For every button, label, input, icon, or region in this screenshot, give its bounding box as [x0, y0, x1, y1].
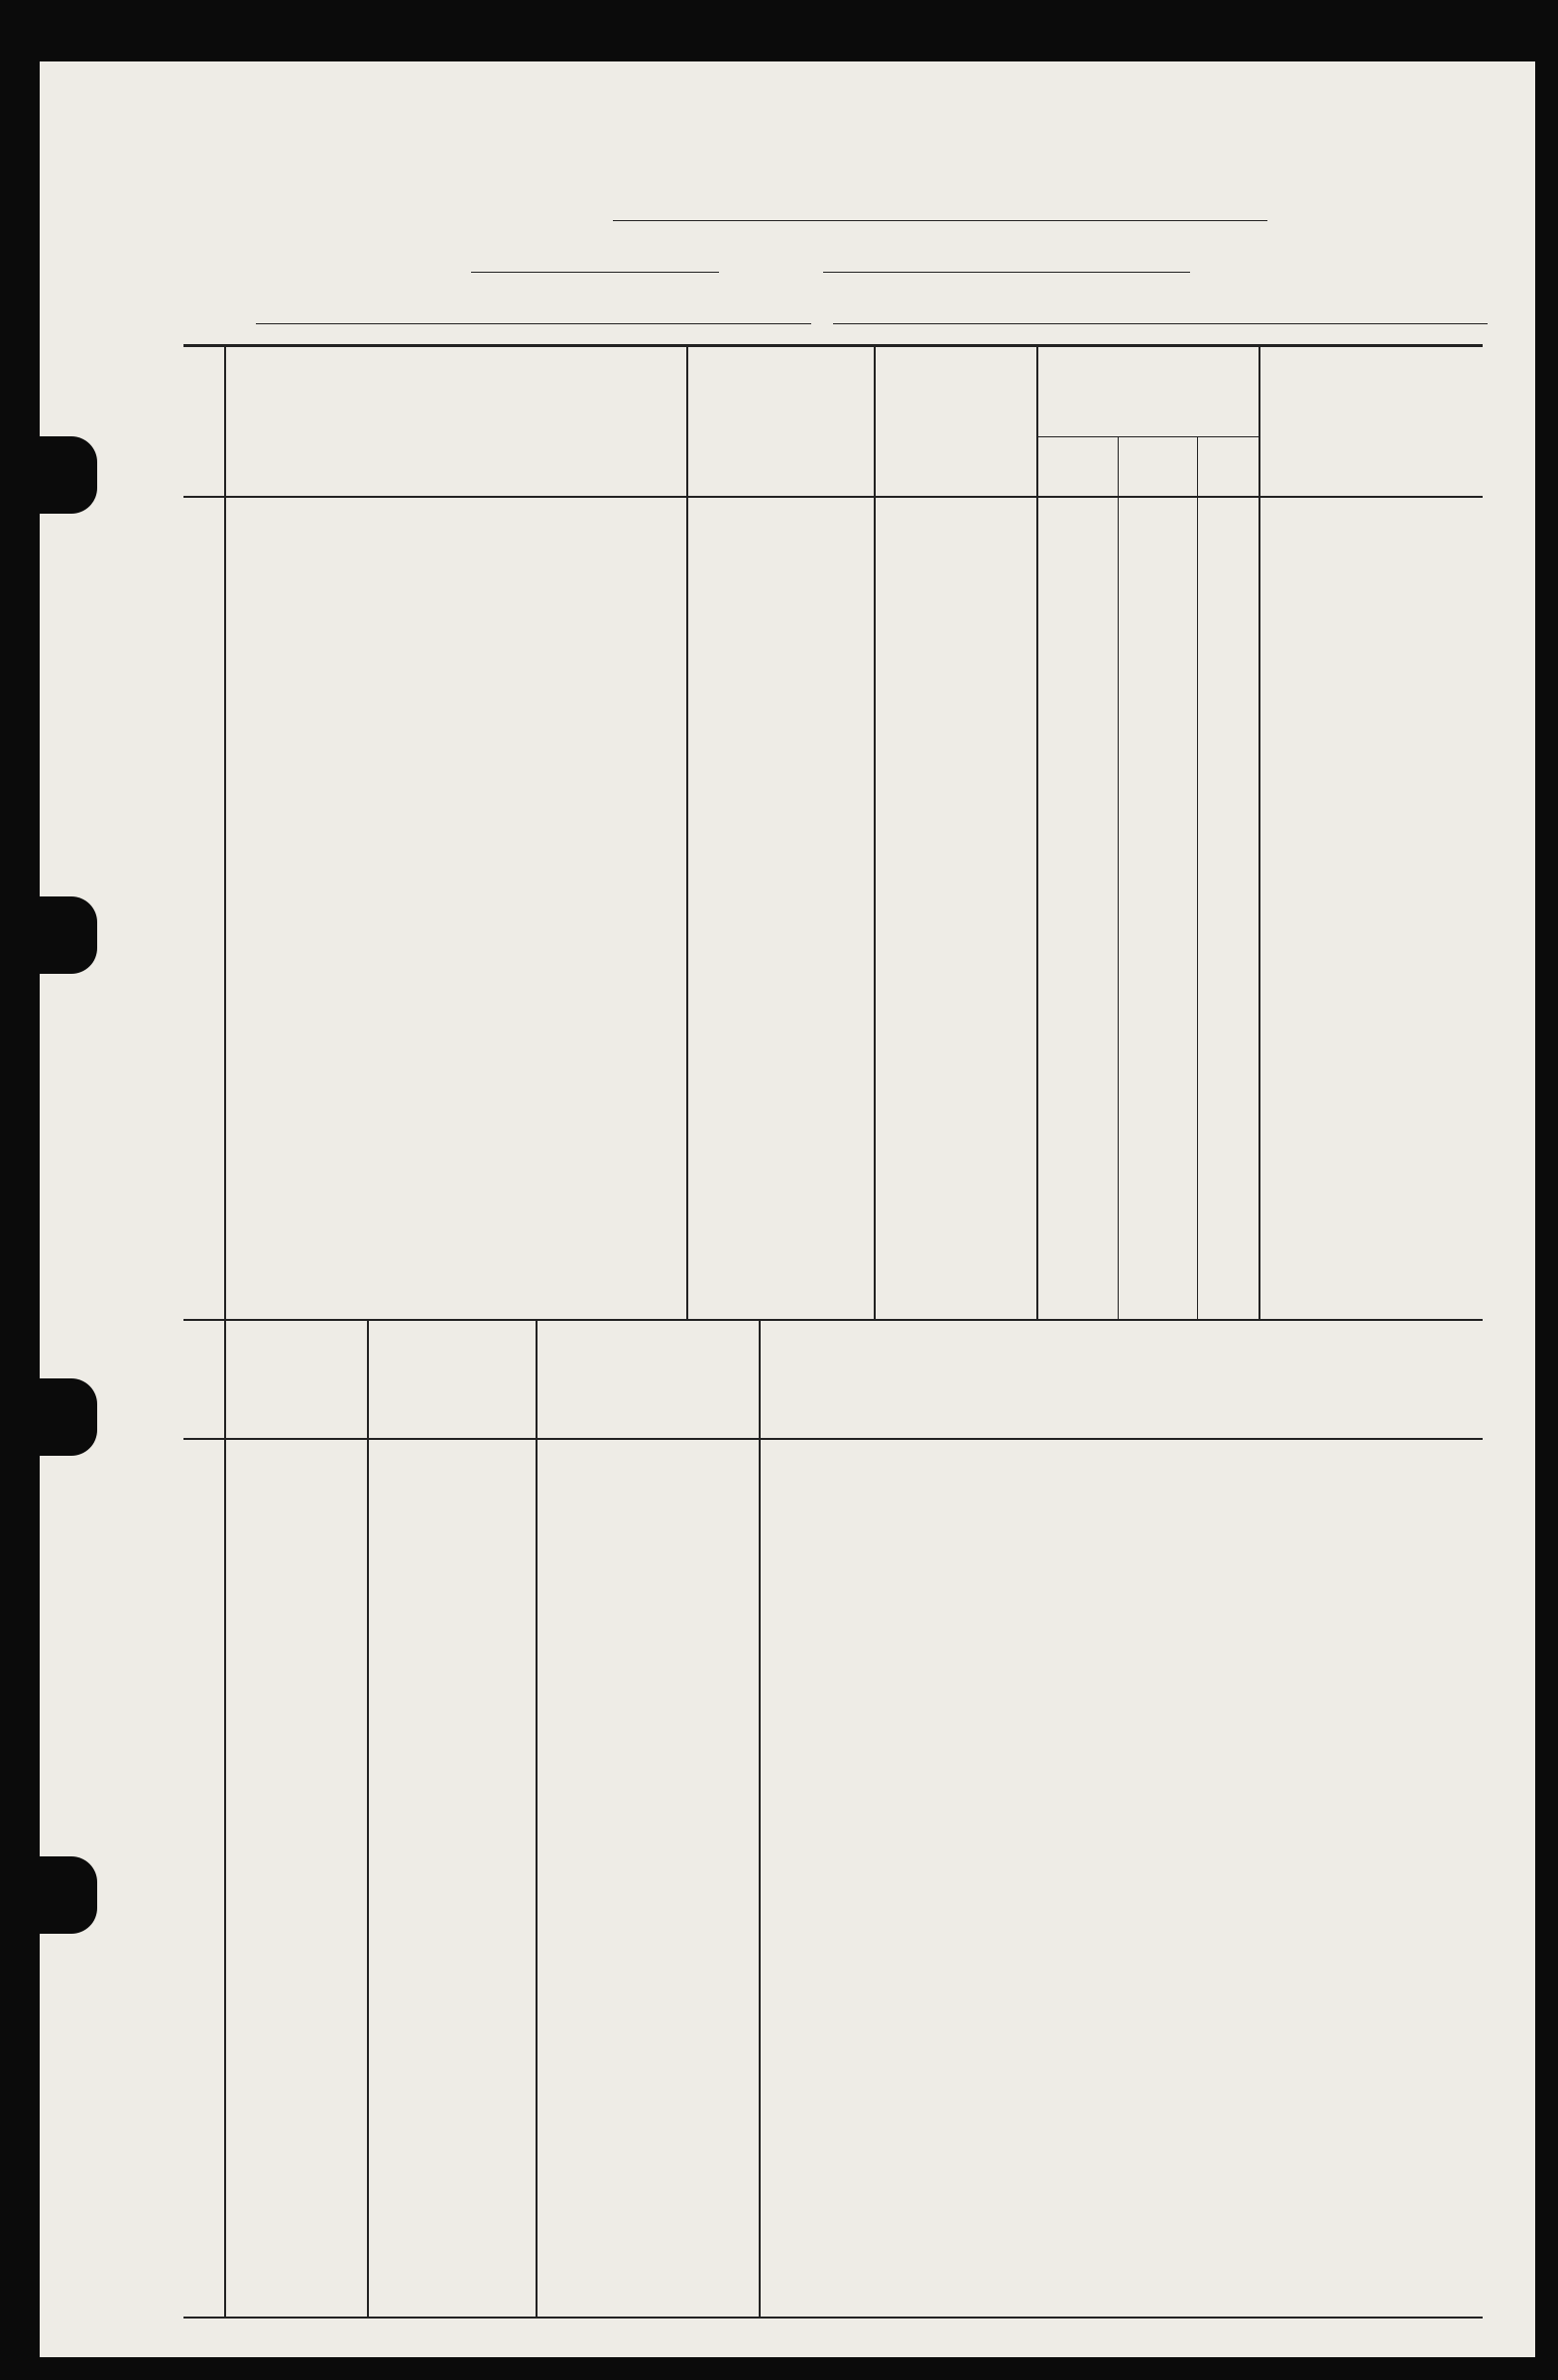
binder-hole — [40, 1378, 97, 1456]
binder-hole — [40, 1856, 97, 1934]
document-page — [40, 61, 1535, 2357]
binder-hole — [40, 436, 97, 514]
binder-hole — [40, 896, 97, 974]
